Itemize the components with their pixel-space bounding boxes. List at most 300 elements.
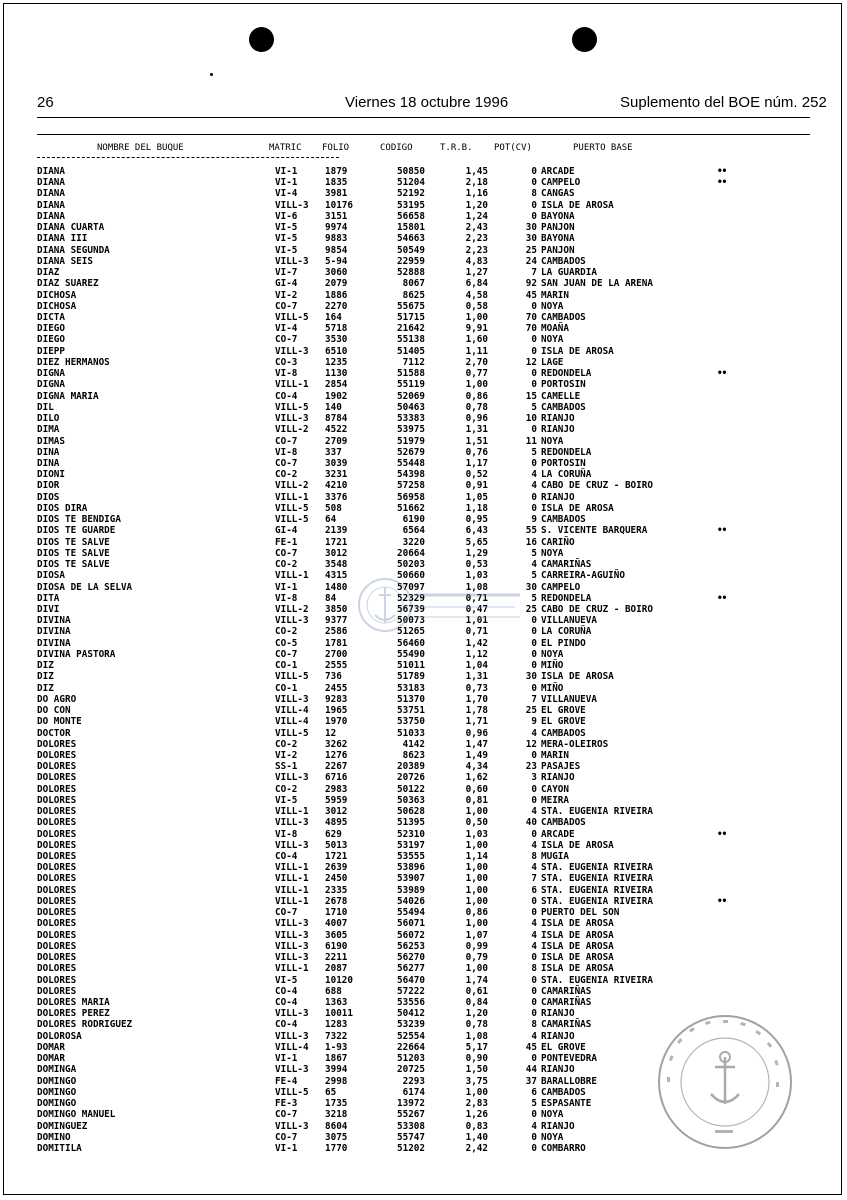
cell-folio: 1902 (325, 390, 348, 402)
cell-folio: 1130 (325, 368, 348, 380)
cell-folio: 5959 (325, 794, 348, 806)
cell-trb: 1,78 (465, 705, 488, 717)
cell-matric: VI-8 (275, 368, 298, 380)
cell-code: 50122 (397, 783, 425, 795)
cell-port: ISLA DE AROSA (541, 345, 614, 357)
cell-pot: 45 (525, 289, 537, 301)
cell-port: VILLANUEVA (541, 615, 597, 627)
cell-code: 56470 (397, 974, 425, 986)
cell-pot: 0 (531, 424, 537, 436)
cell-code: 50549 (397, 244, 425, 256)
cell-matric: VILL-3 (275, 413, 309, 425)
cell-trb: 0,95 (465, 514, 488, 526)
cell-trb: 1,17 (465, 457, 488, 469)
cell-matric: VILL-3 (275, 929, 309, 941)
cell-port: CAMARIÑAS (541, 997, 592, 1009)
cell-folio: 3039 (325, 457, 348, 469)
cell-port: NOYA (541, 547, 564, 559)
cell-trb: 0,53 (465, 559, 488, 571)
cell-name: DOMINO (37, 1131, 71, 1143)
cell-trb: 1,04 (465, 660, 488, 672)
cell-port: STA. EUGENIA RIVEIRA (541, 806, 653, 818)
cell-code: 55490 (397, 648, 425, 660)
cell-code: 53907 (397, 873, 425, 885)
cell-port: RIANJO (541, 1008, 575, 1020)
cell-folio: 164 (325, 311, 342, 323)
cell-code: 55747 (397, 1131, 425, 1143)
cell-pot: 0 (531, 648, 537, 660)
cell-trb: 1,08 (465, 581, 488, 593)
cell-name: DIOS TE GUARDE (37, 525, 116, 537)
cell-pot: 0 (531, 502, 537, 514)
cell-port: PANJON (541, 222, 575, 234)
cell-code: 50412 (397, 1008, 425, 1020)
cell-folio: 4315 (325, 570, 348, 582)
cell-matric: CO-2 (275, 738, 298, 750)
cell-mark: •• (717, 177, 727, 189)
cell-trb: 2,42 (465, 1143, 488, 1154)
punch-hole-left (249, 27, 274, 52)
cell-trb: 1,45 (465, 166, 488, 177)
cell-folio: 1276 (325, 749, 348, 761)
cell-name: DO CON (37, 705, 71, 717)
cell-folio: 1480 (325, 581, 348, 593)
cell-folio: 4895 (325, 817, 348, 829)
cell-pot: 0 (531, 615, 537, 627)
cell-trb: 0,73 (465, 682, 488, 694)
cell-folio: 8784 (325, 413, 348, 425)
cell-pot: 37 (525, 1075, 537, 1087)
cell-name: DIANA SEGUNDA (37, 244, 110, 256)
cell-code: 20726 (397, 772, 425, 784)
cell-trb: 0,50 (465, 817, 488, 829)
cell-code: 52310 (397, 828, 425, 840)
cell-name: DOLORES (37, 907, 77, 919)
cell-port: STA. EUGENIA RIVEIRA (541, 974, 653, 986)
cell-pot: 30 (525, 222, 537, 234)
cell-port: MUGIA (541, 851, 569, 863)
cell-code: 56958 (397, 491, 425, 503)
cell-port: CAMBADOS (541, 817, 586, 829)
cell-trb: 1,00 (465, 839, 488, 851)
cell-pot: 4 (531, 727, 537, 739)
cell-pot: 8 (531, 851, 537, 863)
cell-code: 56739 (397, 603, 425, 615)
cell-name: DIOS DIRA (37, 502, 88, 514)
cell-name: DOLORES (37, 749, 77, 761)
cell-matric: VILL-3 (275, 345, 309, 357)
cell-code: 2293 (402, 1075, 425, 1087)
cell-trb: 1,20 (465, 199, 488, 211)
cell-pot: 0 (531, 334, 537, 346)
cell-pot: 5 (531, 1098, 537, 1110)
cell-trb: 1,71 (465, 716, 488, 728)
cell-name: DOLORES (37, 772, 77, 784)
cell-name: DOMAR (37, 1053, 65, 1065)
cell-trb: 1,12 (465, 648, 488, 660)
cell-pot: 4 (531, 480, 537, 492)
cell-port: RIANJO (541, 491, 575, 503)
cell-trb: 2,83 (465, 1098, 488, 1110)
cell-matric: GI-4 (275, 525, 298, 537)
cell-port: PASAJES (541, 761, 581, 773)
cell-matric: CO-1 (275, 660, 298, 672)
cell-code: 53555 (397, 851, 425, 863)
cell-folio: 2555 (325, 660, 348, 672)
cell-folio: 84 (325, 592, 337, 604)
cell-code: 55138 (397, 334, 425, 346)
cell-name: DIANA (37, 188, 65, 200)
cell-code: 20389 (397, 761, 425, 773)
cell-port: CAMARIÑAS (541, 1019, 592, 1031)
cell-folio: 1363 (325, 997, 348, 1009)
cell-name: DIGNA (37, 368, 65, 380)
cell-port: CAMBADOS (541, 1086, 586, 1098)
cell-folio: 65 (325, 1086, 337, 1098)
cell-trb: 1,00 (465, 379, 488, 391)
cell-matric: VILL-4 (275, 705, 309, 717)
cell-matric: VILL-3 (275, 1120, 309, 1132)
cell-folio: 3151 (325, 210, 348, 222)
cell-pot: 0 (531, 199, 537, 211)
cell-code: 56071 (397, 918, 425, 930)
cell-name: DOCTOR (37, 727, 71, 739)
cell-code: 15801 (397, 222, 425, 234)
cell-matric: VILL-1 (275, 379, 309, 391)
cell-folio: 5-94 (325, 255, 348, 267)
cell-folio: 3530 (325, 334, 348, 346)
cell-code: 56658 (397, 210, 425, 222)
cell-name: DICHOSA (37, 300, 77, 312)
cell-trb: 0,90 (465, 1053, 488, 1065)
cell-matric: VI-5 (275, 244, 298, 256)
cell-pot: 5 (531, 446, 537, 458)
cell-folio: 3981 (325, 188, 348, 200)
cell-trb: 6,43 (465, 525, 488, 537)
cell-code: 53197 (397, 839, 425, 851)
cell-port: STA. EUGENIA RIVEIRA (541, 873, 653, 885)
cell-trb: 1,74 (465, 974, 488, 986)
cell-port: PORTOSIN (541, 379, 586, 391)
cell-name: DIAZ (37, 267, 60, 279)
cell-code: 54663 (397, 233, 425, 245)
cell-code: 56253 (397, 940, 425, 952)
cell-port: STA. EUGENIA RIVEIRA (541, 895, 653, 907)
cell-port: ISLA DE AROSA (541, 671, 614, 683)
cell-port: CARIÑO (541, 536, 575, 548)
cell-folio: 2709 (325, 435, 348, 447)
cell-matric: CO-7 (275, 1131, 298, 1143)
cell-pot: 7 (531, 693, 537, 705)
cell-pot: 4 (531, 1030, 537, 1042)
cell-matric: VILL-3 (275, 255, 309, 267)
cell-folio: 2079 (325, 278, 348, 290)
cell-name: DIOS (37, 491, 60, 503)
cell-pot: 8 (531, 963, 537, 975)
cell-trb: 0,99 (465, 940, 488, 952)
cell-pot: 0 (531, 985, 537, 997)
cell-code: 53383 (397, 413, 425, 425)
cell-pot: 7 (531, 267, 537, 279)
cell-port: NOYA (541, 1131, 564, 1143)
cell-trb: 2,23 (465, 244, 488, 256)
cell-code: 53750 (397, 716, 425, 728)
cell-trb: 1,27 (465, 267, 488, 279)
col-header-matric: MATRIC (269, 143, 302, 153)
cell-matric: CO-7 (275, 547, 298, 559)
cell-matric: VILL-3 (275, 1008, 309, 1020)
cell-pot: 0 (531, 952, 537, 964)
cell-matric: GI-4 (275, 278, 298, 290)
cell-code: 53183 (397, 682, 425, 694)
cell-name: DOLORES (37, 963, 77, 975)
cell-code: 51202 (397, 1143, 425, 1154)
cell-name: DOLORES (37, 895, 77, 907)
cell-folio: 5013 (325, 839, 348, 851)
cell-pot: 30 (525, 671, 537, 683)
cell-folio: 3075 (325, 1131, 348, 1143)
cell-port: ISLA DE AROSA (541, 199, 614, 211)
cell-name: DOLORES (37, 783, 77, 795)
cell-mark: •• (717, 166, 727, 177)
cell-code: 6174 (402, 1086, 425, 1098)
col-header-folio: FOLIO (322, 143, 350, 153)
cell-name: DOMAR (37, 1041, 65, 1053)
cell-trb: 1,14 (465, 851, 488, 863)
cell-folio: 2139 (325, 525, 348, 537)
cell-port: STA. EUGENIA RIVEIRA (541, 862, 653, 874)
cell-pot: 25 (525, 244, 537, 256)
cell-code: 50203 (397, 559, 425, 571)
cell-trb: 2,43 (465, 222, 488, 234)
cell-folio: 1721 (325, 851, 348, 863)
cell-code: 51715 (397, 311, 425, 323)
cell-port: LA GUARDIA (541, 267, 597, 279)
cell-name: DIL (37, 401, 54, 413)
cell-folio: 688 (325, 985, 342, 997)
cell-folio: 4522 (325, 424, 348, 436)
cell-port: CAYON (541, 783, 569, 795)
cell-trb: 1,62 (465, 772, 488, 784)
cell-trb: 1,07 (465, 929, 488, 941)
cell-code: 51979 (397, 435, 425, 447)
cell-code: 54398 (397, 469, 425, 481)
cell-name: DICHOSA (37, 289, 77, 301)
cell-pot: 0 (531, 997, 537, 1009)
cell-trb: 1,20 (465, 1008, 488, 1020)
cell-matric: VILL-3 (275, 952, 309, 964)
cell-name: DO AGRO (37, 693, 77, 705)
cell-port: REDONDELA (541, 446, 592, 458)
cell-trb: 1,00 (465, 873, 488, 885)
cell-matric: CO-7 (275, 334, 298, 346)
cell-name: DOLORES (37, 929, 77, 941)
col-header-pot: POT(CV) (494, 143, 532, 153)
cell-pot: 5 (531, 547, 537, 559)
cell-pot: 0 (531, 637, 537, 649)
cell-trb: 5,17 (465, 1041, 488, 1053)
cell-name: DIOS TE SALVE (37, 536, 110, 548)
cell-code: 53975 (397, 424, 425, 436)
cell-pot: 0 (531, 368, 537, 380)
cell-name: DIGNA MARIA (37, 390, 99, 402)
cell-name: DOLORES (37, 806, 77, 818)
cell-port: MARIN (541, 289, 569, 301)
cell-pot: 8 (531, 1019, 537, 1031)
cell-pot: 4 (531, 929, 537, 941)
cell-matric: VILL-1 (275, 862, 309, 874)
cell-name: DIVINA PASTORA (37, 648, 116, 660)
cell-pot: 0 (531, 166, 537, 177)
cell-name: DINA (37, 457, 60, 469)
cell-trb: 1,03 (465, 828, 488, 840)
cell-trb: 1,11 (465, 345, 488, 357)
cell-matric: VILL-5 (275, 727, 309, 739)
cell-pot: 25 (525, 705, 537, 717)
cell-matric: CO-4 (275, 851, 298, 863)
cell-folio: 10176 (325, 199, 353, 211)
cell-trb: 0,86 (465, 390, 488, 402)
cell-folio: 9974 (325, 222, 348, 234)
cell-trb: 1,00 (465, 884, 488, 896)
cell-port: EL GROVE (541, 1041, 586, 1053)
cell-pot: 55 (525, 525, 537, 537)
cell-code: 53896 (397, 862, 425, 874)
cell-port: REDONDELA (541, 368, 592, 380)
cell-trb: 3,75 (465, 1075, 488, 1087)
cell-folio: 9377 (325, 615, 348, 627)
cell-trb: 0,76 (465, 446, 488, 458)
cell-port: MEIRA (541, 794, 569, 806)
cell-code: 53308 (397, 1120, 425, 1132)
cell-pot: 9 (531, 514, 537, 526)
cofradia-stamp (655, 1012, 795, 1152)
cell-folio: 2998 (325, 1075, 348, 1087)
cell-port: CARREIRA-AGUIÑO (541, 570, 625, 582)
cell-matric: CO-7 (275, 457, 298, 469)
header-dash-rule (37, 157, 339, 158)
cell-matric: CO-4 (275, 390, 298, 402)
cell-name: DOLORES RODRIGUEZ (37, 1019, 133, 1031)
cell-folio: 1886 (325, 289, 348, 301)
cell-pot: 40 (525, 817, 537, 829)
cell-folio: 3218 (325, 1109, 348, 1121)
cell-matric: VILL-1 (275, 491, 309, 503)
cell-trb: 1,00 (465, 895, 488, 907)
cell-port: NOYA (541, 334, 564, 346)
cell-code: 51588 (397, 368, 425, 380)
cell-matric: VILL-5 (275, 514, 309, 526)
col-header-codigo: CODIGO (380, 143, 413, 153)
cell-pot: 4 (531, 806, 537, 818)
cell-code: 51405 (397, 345, 425, 357)
cell-code: 56072 (397, 929, 425, 941)
cell-trb: 0,78 (465, 1019, 488, 1031)
cell-trb: 0,58 (465, 300, 488, 312)
cell-trb: 1,00 (465, 918, 488, 930)
cell-matric: VILL-4 (275, 716, 309, 728)
cell-name: DOLORES (37, 940, 77, 952)
cell-name: DIOSA (37, 570, 65, 582)
cell-port: MERA-OLEIROS (541, 738, 609, 750)
cell-trb: 0,86 (465, 907, 488, 919)
cell-code: 53989 (397, 884, 425, 896)
cell-matric: VI-2 (275, 289, 298, 301)
cell-name: DIEPP (37, 345, 65, 357)
cell-folio: 1835 (325, 177, 348, 189)
cell-port: NOYA (541, 1109, 564, 1121)
cell-code: 52679 (397, 446, 425, 458)
cell-pot: 0 (531, 1131, 537, 1143)
cell-code: 8067 (402, 278, 425, 290)
cell-port: ISLA DE AROSA (541, 839, 614, 851)
cell-name: DOMINGA (37, 1064, 77, 1076)
cell-trb: 0,78 (465, 401, 488, 413)
cell-folio: 2639 (325, 862, 348, 874)
cell-folio: 2211 (325, 952, 348, 964)
cell-matric: FE-3 (275, 1098, 298, 1110)
cell-port: STA. EUGENIA RIVEIRA (541, 884, 653, 896)
cell-pot: 0 (531, 794, 537, 806)
cell-port: CAMARIÑAS (541, 559, 592, 571)
cell-matric: VILL-3 (275, 199, 309, 211)
cell-pot: 23 (525, 761, 537, 773)
cell-matric: VI-1 (275, 581, 298, 593)
cell-name: DIVINA (37, 615, 71, 627)
cell-folio: 3012 (325, 547, 348, 559)
cell-trb: 2,18 (465, 177, 488, 189)
cell-matric: VI-1 (275, 177, 298, 189)
cell-trb: 0,47 (465, 603, 488, 615)
cell-trb: 1,00 (465, 311, 488, 323)
cell-code: 52329 (397, 592, 425, 604)
cell-matric: CO-1 (275, 682, 298, 694)
cell-folio: 7322 (325, 1030, 348, 1042)
cell-port: CAMBADOS (541, 727, 586, 739)
cell-pot: 11 (525, 435, 537, 447)
cell-matric: VILL-3 (275, 772, 309, 784)
cell-code: 52888 (397, 267, 425, 279)
cell-name: DOLORES (37, 873, 77, 885)
cell-port: ISLA DE AROSA (541, 952, 614, 964)
cell-trb: 1,03 (465, 570, 488, 582)
cell-name: DIONI (37, 469, 65, 481)
cell-pot: 0 (531, 210, 537, 222)
cell-port: RIANJO (541, 772, 575, 784)
cell-folio: 2700 (325, 648, 348, 660)
cell-folio: 2267 (325, 761, 348, 773)
cell-pot: 5 (531, 401, 537, 413)
cell-pot: 0 (531, 345, 537, 357)
cell-matric: VI-5 (275, 233, 298, 245)
cell-folio: 140 (325, 401, 342, 413)
cell-matric: VI-5 (275, 794, 298, 806)
cell-pot: 4 (531, 940, 537, 952)
cell-port: ESPASANTE (541, 1098, 592, 1110)
cell-code: 56460 (397, 637, 425, 649)
cell-folio: 2087 (325, 963, 348, 975)
header-rule (37, 117, 810, 118)
cell-folio: 1965 (325, 705, 348, 717)
cell-trb: 1,00 (465, 862, 488, 874)
cell-pot: 30 (525, 233, 537, 245)
cell-code: 55448 (397, 457, 425, 469)
cell-name: DIANA (37, 166, 65, 177)
cell-matric: VILL-5 (275, 502, 309, 514)
cell-trb: 1,08 (465, 1030, 488, 1042)
cell-name: DIOR (37, 480, 60, 492)
cell-port: ISLA DE AROSA (541, 963, 614, 975)
